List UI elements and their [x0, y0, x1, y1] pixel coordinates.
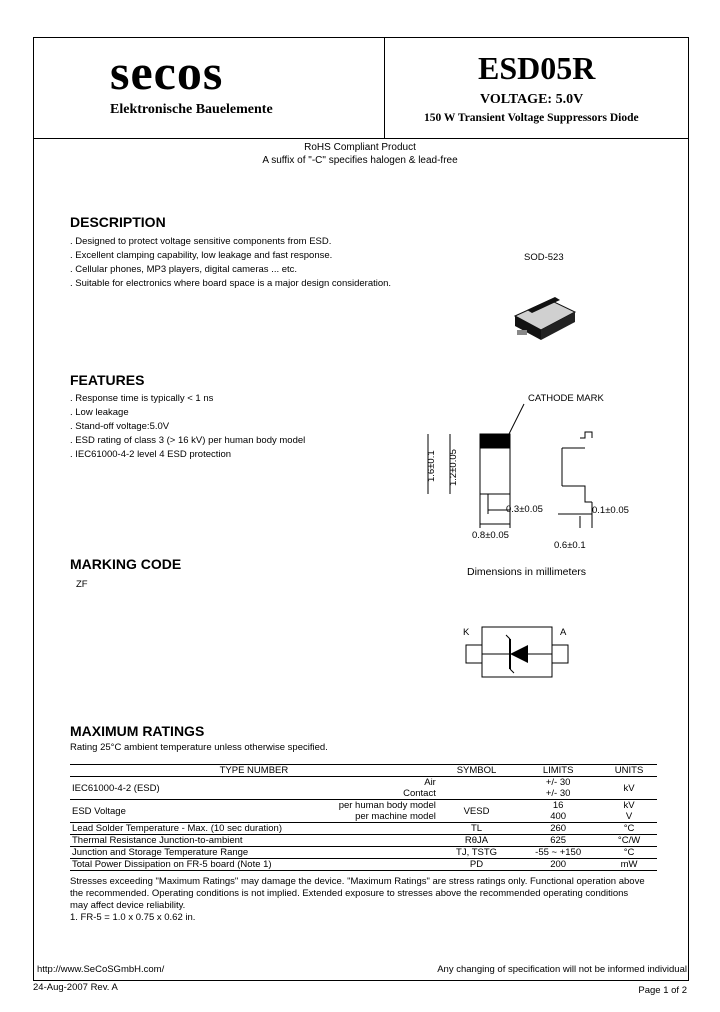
col-symbol: SYMBOL — [438, 765, 515, 777]
cell-limit: -55 ~ +150 — [515, 847, 601, 859]
footer-page: Page 1 of 2 — [638, 985, 687, 996]
fr5-note: 1. FR-5 = 1.0 x 0.75 x 0.62 in. — [70, 912, 196, 923]
cell-unit: mW — [601, 859, 657, 871]
cell-symbol: RθJA — [438, 835, 515, 847]
dim-1-2: 1.2±0.05 — [448, 449, 459, 486]
company-subtitle: Elektronische Bauelemente — [110, 102, 273, 117]
feature-item: . IEC61000-4-2 level 4 ESD protection — [70, 449, 232, 460]
part-number: ESD05R — [478, 50, 596, 86]
cell-esd-voltage: ESD Voltage — [70, 800, 245, 823]
cell-limit: 625 — [515, 835, 601, 847]
table-row — [70, 835, 657, 847]
cell-unit: °C — [601, 823, 657, 835]
marking-title: MARKING CODE — [70, 556, 182, 572]
stress-line-3: may affect device reliability. — [70, 900, 186, 911]
description-title: DESCRIPTION — [70, 214, 166, 230]
features-title: FEATURES — [70, 372, 145, 388]
dim-0-8: 0.8±0.05 — [472, 530, 509, 541]
halogen-line: A suffix of "-C" specifies halogen & lead-free — [262, 155, 458, 166]
footer-date: 24-Aug-2007 Rev. A — [33, 982, 118, 993]
dim-0-3: 0.3±0.05 — [506, 504, 543, 515]
marking-code: ZF — [76, 579, 88, 590]
table-row — [70, 823, 657, 835]
table-row — [70, 859, 657, 871]
table-row — [70, 800, 657, 823]
cell-symbol: VESD — [438, 800, 515, 823]
table-row — [70, 777, 657, 800]
cell-symbol: PD — [438, 859, 515, 871]
table-row — [70, 847, 657, 859]
rohs-line: RoHS Compliant Product — [304, 142, 416, 153]
feature-item: . Low leakage — [70, 407, 129, 418]
cell-unit: °C — [601, 847, 657, 859]
description-item: . Designed to protect voltage sensitive components from ESD. — [70, 236, 332, 247]
ratings-note: Rating 25°C ambient temperature unless otherwise specified. — [70, 742, 328, 753]
stress-line-2: the recommended. Operating conditions is not implied. Extended exposure to stresses above the recommended operating conditions — [70, 888, 629, 899]
description-item: . Excellent clamping capability, low leakage and fast response. — [70, 250, 333, 261]
cell-unit: °C/W — [601, 835, 657, 847]
voltage-rating: VOLTAGE: 5.0V — [480, 92, 584, 107]
cell-param: Total Power Dissipation on FR-5 board (Note 1) — [70, 859, 438, 871]
footer-url[interactable]: http://www.SeCoSGmbH.com/ — [37, 964, 165, 975]
cell-iec: IEC61000-4-2 (ESD) — [70, 777, 245, 800]
dim-0-6: 0.6±0.1 — [554, 540, 586, 551]
cell-models: per human body model per machine model — [245, 800, 438, 823]
footer-notice: Any changing of specification will not be informed individual — [437, 964, 687, 975]
col-units: UNITS — [601, 765, 657, 777]
package-image — [505, 290, 585, 350]
dimension-drawing — [420, 390, 650, 560]
cathode-k-label: K — [463, 627, 470, 638]
stress-line-1: Stresses exceeding "Maximum Ratings" may damage the device. "Maximum Ratings" are stress ratings only. Functional operation above — [70, 876, 645, 887]
header-divider — [384, 37, 385, 139]
cell-param: Thermal Resistance Junction-to-ambient — [70, 835, 438, 847]
col-limits: LIMITS — [515, 765, 601, 777]
table-header-row — [70, 765, 657, 777]
cell-unit: kV V — [601, 800, 657, 823]
description-item: . Cellular phones, MP3 players, digital cameras ... etc. — [70, 264, 298, 275]
cell-symbol: TL — [438, 823, 515, 835]
ratings-title: MAXIMUM RATINGS — [70, 723, 205, 739]
cell-limit: 16 400 — [515, 800, 601, 823]
dim-0-1: 0.1±0.05 — [592, 505, 629, 516]
diode-symbol — [460, 625, 580, 683]
cathode-mark-label: CATHODE MARK — [528, 393, 604, 404]
cell-param: Junction and Storage Temperature Range — [70, 847, 438, 859]
header-bottom-line — [33, 138, 689, 139]
secos-logo: secos — [110, 44, 224, 100]
package-name: SOD-523 — [524, 252, 564, 263]
cell-limit: 260 — [515, 823, 601, 835]
feature-item: . Stand-off voltage:5.0V — [70, 421, 170, 432]
feature-item: . ESD rating of class 3 (> 16 kV) per human body model — [70, 435, 306, 446]
product-description: 150 W Transient Voltage Suppressors Diode — [424, 112, 639, 124]
cell-air-contact: Air Contact — [245, 777, 438, 800]
description-item: . Suitable for electronics where board space is a major design consideration. — [70, 278, 392, 289]
ratings-table — [70, 764, 657, 871]
dimension-caption: Dimensions in millimeters — [467, 566, 587, 578]
cell-symbol: TJ, TSTG — [438, 847, 515, 859]
col-type-number: TYPE NUMBER — [70, 765, 438, 777]
cell-unit: kV — [601, 777, 657, 800]
feature-item: . Response time is typically < 1 ns — [70, 393, 214, 404]
cell-limit: +/- 30 +/- 30 — [515, 777, 601, 800]
anode-a-label: A — [560, 627, 567, 638]
cell-param: Lead Solder Temperature - Max. (10 sec duration) — [70, 823, 438, 835]
cell-limit: 200 — [515, 859, 601, 871]
dim-1-6: 1.6±0.1 — [426, 450, 437, 482]
cell-sym-empty — [438, 777, 515, 800]
